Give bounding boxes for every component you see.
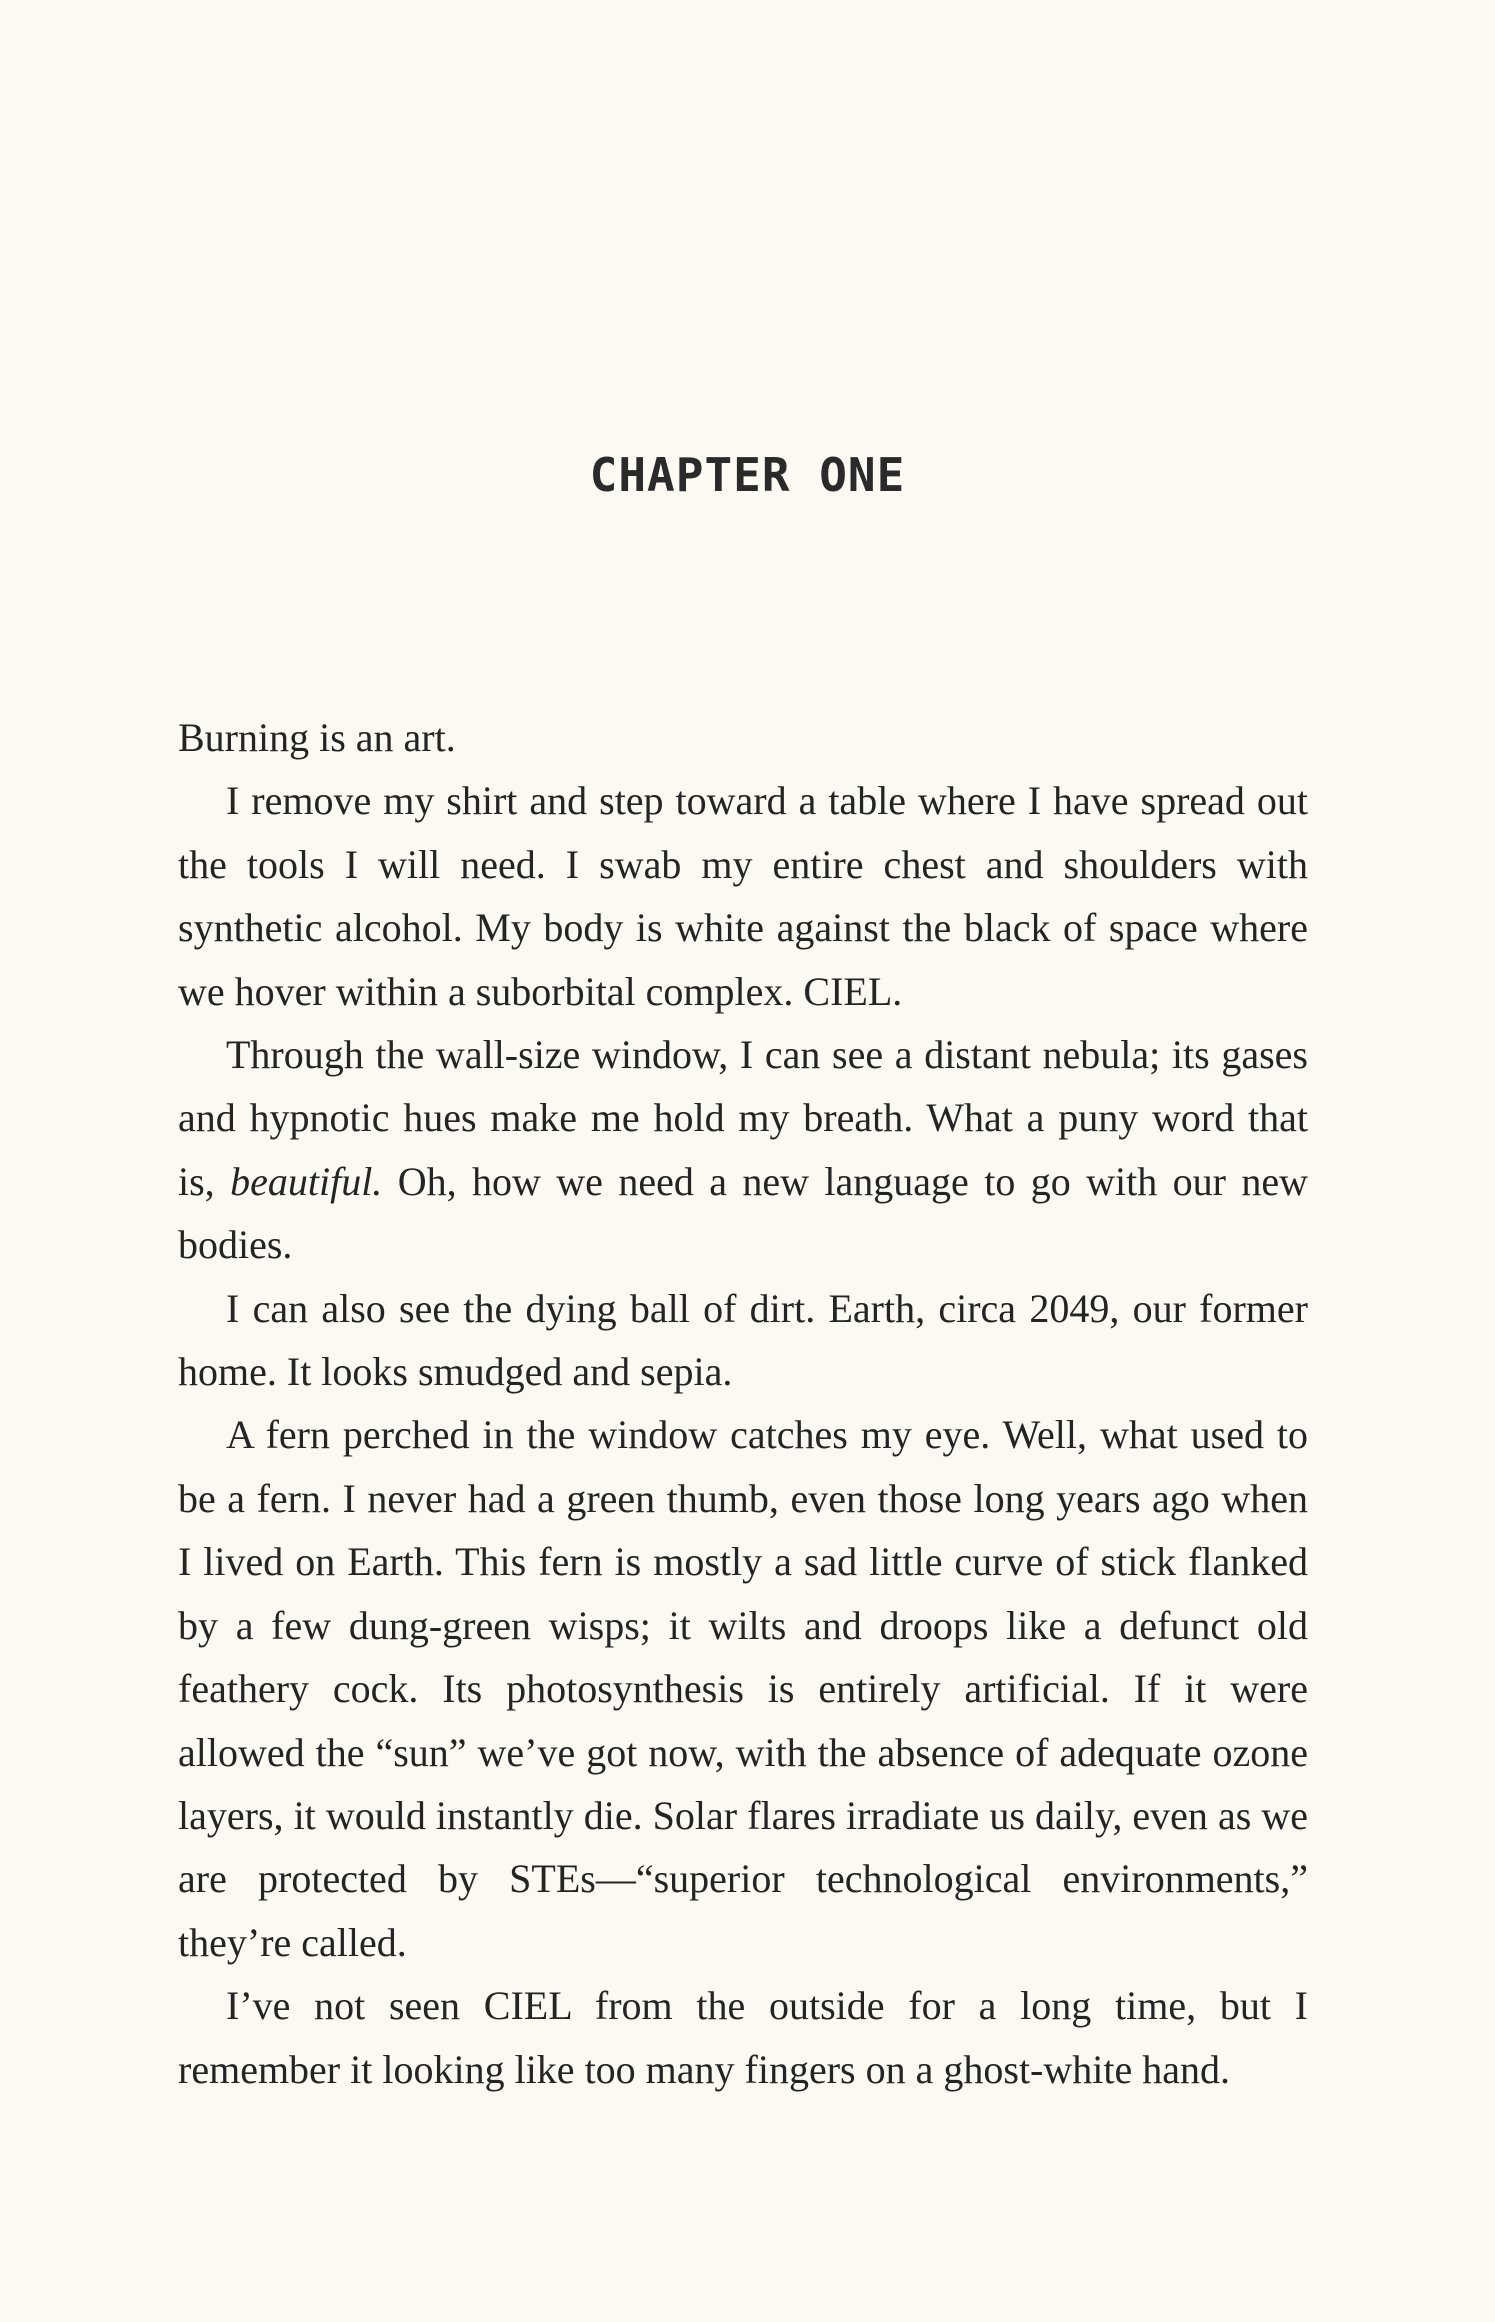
- paragraph: I can also see the dying ball of dirt. Earth, circa 2049, our former home. It looks smudged and sepia.: [178, 1285, 1308, 1395]
- paragraph: I’ve not seen CIEL from the outside for a long time, but I remember it looking like too many fingers on a ghost-white hand.: [178, 1983, 1308, 2092]
- paragraph-text: Oh, how we need a new language to go with our new bodies.: [178, 1158, 1308, 1268]
- paragraph-text: Through the wall-size window, I can see a distant nebula; its gases and hypnotic hues make me hold my breath. What a puny word that is,: [178, 1032, 1308, 1204]
- paragraph: I remove my shirt and step toward a table where I have spread out the tools I will need. I swab my entire chest and shoulders with synthetic alcohol. My body is white against the black of space where we hover within a suborbital complex. CIEL.: [178, 778, 1308, 1014]
- paragraph: [178, 1023, 1308, 1277]
- emphasized-word: beautiful.: [230, 1158, 383, 1204]
- chapter-body: [178, 706, 1308, 2101]
- chapter-title: CHAPTER ONE: [589, 448, 906, 502]
- paragraph: Burning is an art.: [178, 715, 456, 760]
- paragraph: A fern perched in the window catches my eye. Well, what used to be a fern. I never had a green thumb, even those long years ago when I lived on Earth. This fern is mostly a sad little curve of stick flanked by a few dung-green wisps; it wilts and droops like a defunct old feathery cock. Its photosynthesis is entirely artificial. If it were allowed the “sun” we’ve got now, with the absence of adequate ozone layers, it would instantly die. Solar flares irradiate us daily, even as we are protected by STEs—“superior technological environments,” they’re called.: [178, 1412, 1308, 1965]
